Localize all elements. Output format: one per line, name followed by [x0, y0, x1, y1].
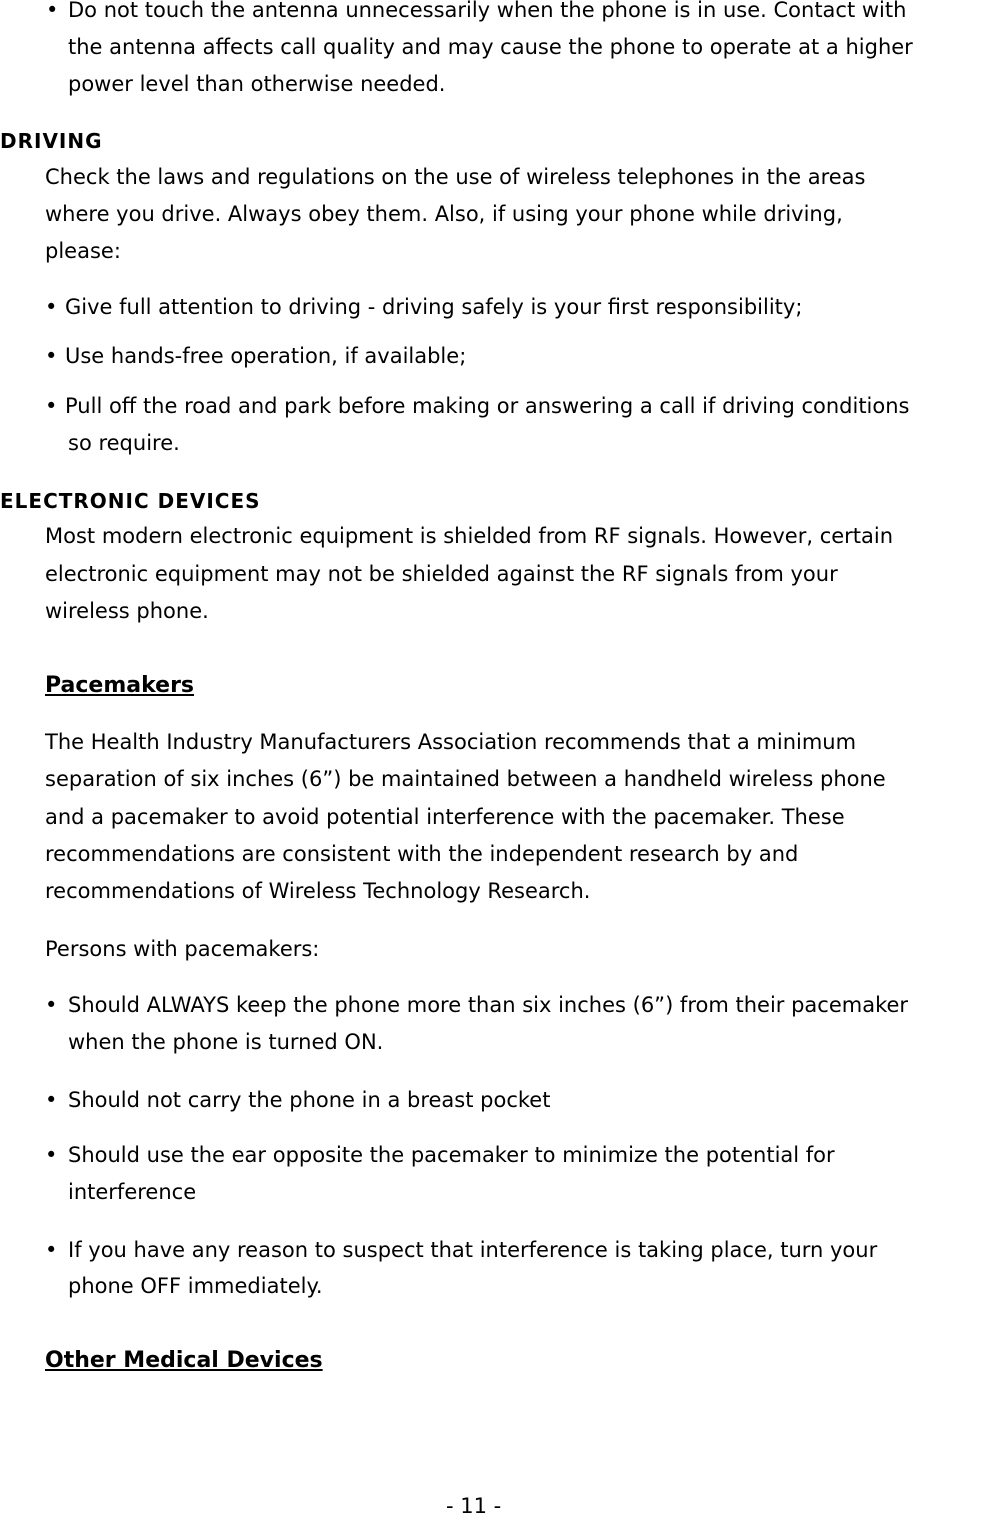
- bullet-marker: •: [45, 344, 58, 368]
- pacemakers-para-line-5: recommendations of Wireless Technology Research.: [45, 879, 591, 903]
- electronic-heading: ELECTRONIC DEVICES: [0, 489, 261, 513]
- pacemaker-bullet-1-line-1: Should ALWAYS keep the phone more than six inches (6”) from their pacemaker: [68, 993, 909, 1017]
- driving-bullet-3-line-1: Pull off the road and park before making or answering a call if driving conditions: [65, 394, 910, 418]
- pacemakers-para-line-1: The Health Industry Manufacturers Association recommends that a minimum: [45, 730, 857, 754]
- driving-para-line-3: please:: [45, 239, 121, 263]
- pacemaker-bullet-4-line-1: If you have any reason to suspect that interference is taking place, turn your: [68, 1238, 878, 1262]
- driving-bullet-1: Give full attention to driving - driving safely is your first responsibility;: [65, 295, 803, 319]
- pacemaker-bullet-3-line-2: interference: [68, 1180, 197, 1204]
- driving-para-line-1: Check the laws and regulations on the use of wireless telephones in the areas: [45, 165, 866, 189]
- bullet-marker: •: [45, 394, 58, 418]
- driving-bullet-3-line-2: so require.: [68, 431, 180, 455]
- bullet-marker: •: [45, 1088, 58, 1112]
- page-number: - 11 -: [446, 1494, 502, 1518]
- electronic-para-line-2: electronic equipment may not be shielded against the RF signals from your: [45, 562, 838, 586]
- pacemaker-bullet-1-line-2: when the phone is turned ON.: [68, 1030, 384, 1054]
- bullet-marker: •: [45, 1238, 58, 1262]
- electronic-para-line-1: Most modern electronic equipment is shielded from RF signals. However, certain: [45, 524, 894, 548]
- bullet-marker: •: [45, 295, 58, 319]
- pacemaker-bullet-4-line-2: phone OFF immediately.: [68, 1274, 323, 1298]
- driving-heading: DRIVING: [0, 129, 103, 153]
- antenna-bullet-line-1: Do not touch the antenna unnecessarily when the phone is in use. Contact with: [68, 0, 907, 22]
- persons-with-pacemakers-label: Persons with pacemakers:: [45, 937, 320, 961]
- antenna-bullet-line-3: power level than otherwise needed.: [68, 72, 446, 96]
- driving-para-line-2: where you drive. Always obey them. Also, if using your phone while driving,: [45, 202, 843, 226]
- other-medical-devices-heading: Other Medical Devices: [45, 1348, 323, 1373]
- pacemakers-para-line-4: recommendations are consistent with the independent research by and: [45, 842, 799, 866]
- pacemakers-para-line-3: and a pacemaker to avoid potential interference with the pacemaker. These: [45, 805, 845, 829]
- pacemakers-heading: Pacemakers: [45, 673, 195, 698]
- pacemaker-bullet-3-line-1: Should use the ear opposite the pacemaker to minimize the potential for: [68, 1143, 835, 1167]
- antenna-bullet-line-2: the antenna affects call quality and may cause the phone to operate at a higher: [68, 35, 913, 59]
- electronic-para-line-3: wireless phone.: [45, 599, 209, 623]
- pacemaker-bullet-2: Should not carry the phone in a breast pocket: [68, 1088, 551, 1112]
- pacemakers-para-line-2: separation of six inches (6”) be maintained between a handheld wireless phone: [45, 767, 886, 791]
- driving-bullet-2: Use hands-free operation, if available;: [65, 344, 467, 368]
- bullet-marker: •: [46, 0, 59, 22]
- bullet-marker: •: [45, 993, 58, 1017]
- bullet-marker: •: [45, 1143, 58, 1167]
